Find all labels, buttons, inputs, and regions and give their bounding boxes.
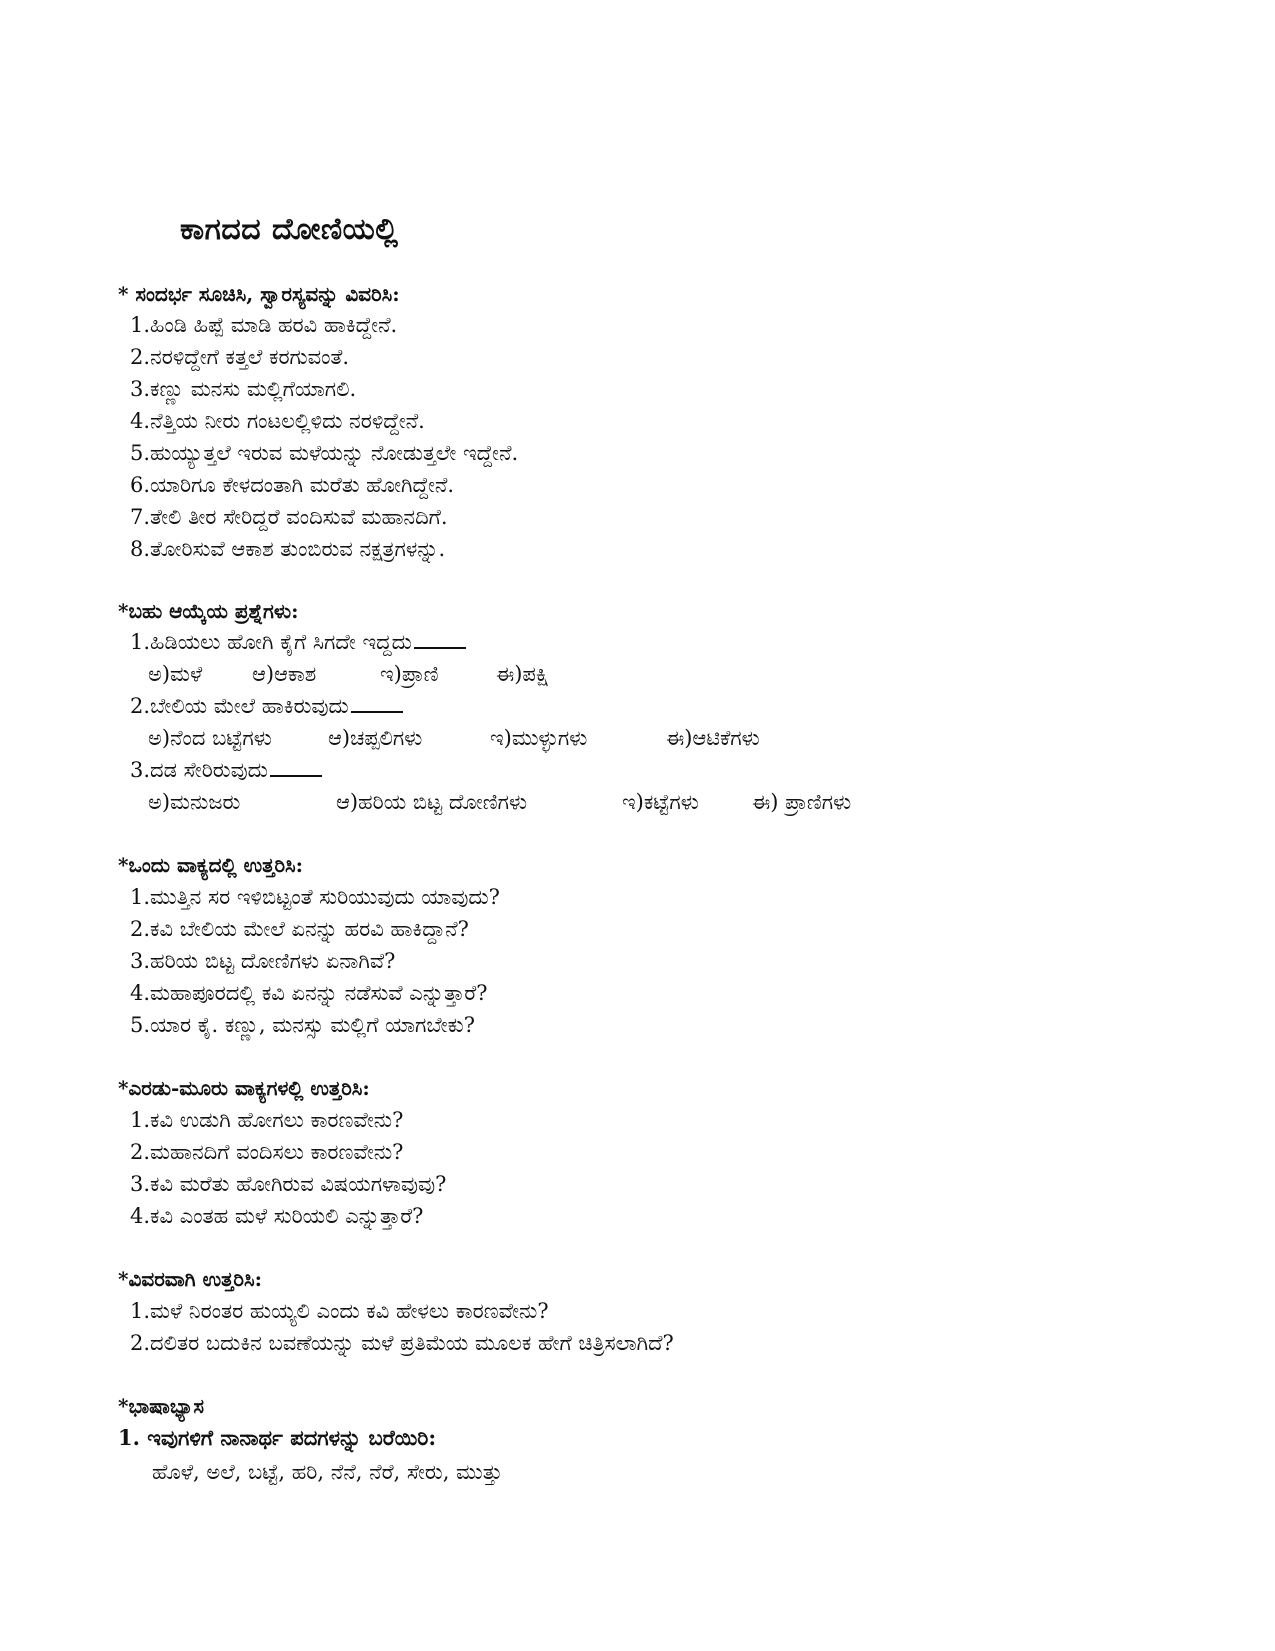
mcq-option: ಆ)ಆಕಾಶ: [252, 662, 317, 686]
mcq-option: ಅ)ಮಳೆ: [148, 662, 203, 686]
mcq-question: [130, 756, 322, 784]
list-item: 4.ನೆತ್ತಿಯ ನೀರು ಗಂಟಲಲ್ಲಿಳಿದು ನರಳಿದ್ದೇನೆ.: [130, 409, 425, 433]
list-item: 2.ಮಹಾನದಿಗೆ ವಂದಿಸಲು ಕಾರಣವೇನು?: [130, 1140, 404, 1164]
list-item: 8.ತೋರಿಸುವೆ ಆಕಾಶ ತುಂಬಿರುವ ನಕ್ಷತ್ರಗಳನ್ನು.: [130, 537, 446, 561]
mcq-option: ಈ)ಪಕ್ಷಿ: [496, 662, 549, 686]
list-item: 1.ಮಳೆ ನಿರಂತರ ಹುಯ್ಯಲಿ ಎಂದು ಕವಿ ಹೇಳಲು ಕಾರಣವೇನು?: [130, 1299, 549, 1323]
mcq-option: ಆ)ಚಪ್ಪಲಿಗಳು: [328, 726, 423, 750]
mcq-question: [130, 692, 403, 720]
mcq-option: ಇ)ಪ್ರಾಣಿ: [380, 662, 439, 686]
list-item: 3.ಹರಿಯ ಬಿಟ್ಟ ದೋಣಿಗಳು ಏನಾಗಿವೆ?: [130, 949, 396, 973]
mcq-option: ಅ)ನೆಂದ ಬಟ್ಟೆಗಳು: [148, 726, 272, 750]
list-item: 5.ಯಾರ ಕೈ. ಕಣ್ಣು, ಮನಸ್ಸು ಮಲ್ಲಿಗೆ ಯಾಗಬೇಕು?: [130, 1013, 475, 1037]
list-item: 5.ಹುಯ್ಯುತ್ತಲೆ ಇರುವ ಮಳೆಯನ್ನು ನೋಡುತ್ತಲೇ ಇದ್ದೇನೆ.: [130, 441, 519, 465]
mcq-option: ಈ)ಆಟಿಕೆಗಳು: [666, 726, 760, 750]
list-item: 3.ಕಣ್ಣು ಮನಸು ಮಲ್ಲಿಗೆಯಾಗಲಿ.: [130, 377, 357, 401]
page-title: ಕಾಗದದ ದೋಣಿಯಲ್ಲಿ: [180, 212, 399, 247]
section-heading-context: * ಸಂದರ್ಭ ಸೂಚಿಸಿ, ಸ್ವಾರಸ್ಯವನ್ನು ವಿವರಿಸಿ:: [118, 282, 400, 306]
mcq-option: ಈ) ಪ್ರಾಣಿಗಳು: [752, 790, 852, 814]
mcq-question: [130, 628, 466, 656]
list-item: 3.ಕವಿ ಮರೆತು ಹೋಗಿರುವ ವಿಷಯಗಳಾವುವು?: [130, 1172, 447, 1196]
list-item: 1.ಮುತ್ತಿನ ಸರ ಇಳಿಬಿಟ್ಟಂತೆ ಸುರಿಯುವುದು ಯಾವುದು?: [130, 885, 500, 909]
mcq-option: ಆ)ಹರಿಯ ಬಿಟ್ಟ ದೋಣಿಗಳು: [336, 790, 528, 814]
list-item: 2.ನರಳಿದ್ದೇಗೆ ಕತ್ತಲೆ ಕರಗುವಂತೆ.: [130, 345, 350, 369]
section-heading-two-three-sentences: *ಎರಡು-ಮೂರು ವಾಕ್ಯಗಳಲ್ಲಿ ಉತ್ತರಿಸಿ:: [118, 1076, 370, 1100]
list-item: 2.ದಲಿತರ ಬದುಕಿನ ಬವಣೆಯನ್ನು ಮಳೆ ಪ್ರತಿಮೆಯ ಮೂಲಕ ಹೇಗೆ ಚಿತ್ರಿಸಲಾಗಿದೆ?: [130, 1331, 674, 1355]
mcq-question-text: 2.ಬೇಲಿಯ ಮೇಲೆ ಹಾಕಿರುವುದು: [130, 694, 349, 718]
list-item: 1.ಕವಿ ಉಡುಗಿ ಹೋಗಲು ಕಾರಣವೇನು?: [130, 1108, 404, 1132]
answer-blank: [414, 629, 466, 649]
answer-blank: [270, 757, 322, 777]
list-item: 7.ತೇಲಿ ತೀರ ಸೇರಿದ್ದರೆ ವಂದಿಸುವೆ ಮಹಾನದಿಗೆ.: [130, 505, 448, 529]
mcq-question-text: 1.ಹಿಡಿಯಲು ಹೋಗಿ ಕೈಗೆ ಸಿಗದೇ ಇದ್ದದು: [130, 630, 412, 654]
exercise-instruction: 1. ಇವುಗಳಿಗೆ ನಾನಾರ್ಥ ಪದಗಳನ್ನು ಬರೆಯಿರಿ:: [118, 1425, 437, 1450]
mcq-option: ಇ)ಕಟ್ಟೆಗಳು: [622, 790, 699, 814]
mcq-option: ಅ)ಮನುಜರು: [148, 790, 241, 814]
mcq-question-text: 3.ದಡ ಸೇರಿರುವುದು: [130, 758, 268, 782]
section-heading-mcq: *ಬಹು ಆಯ್ಕೆಯ ಪ್ರಶ್ನೆಗಳು:: [118, 599, 299, 623]
section-heading-detailed: *ವಿವರವಾಗಿ ಉತ್ತರಿಸಿ:: [118, 1267, 262, 1291]
list-item: 4.ಮಹಾಪೂರದಲ್ಲಿ ಕವಿ ಏನನ್ನು ನಡೆಸುವೆ ಎನ್ನುತ್ತಾರೆ?: [130, 981, 488, 1005]
mcq-option: ಇ)ಮುಳ್ಳುಗಳು: [490, 726, 588, 750]
list-item: 2.ಕವಿ ಬೇಲಿಯ ಮೇಲೆ ಏನನ್ನು ಹರವಿ ಹಾಕಿದ್ದಾನೆ?: [130, 917, 469, 941]
list-item: 1.ಹಿಂಡಿ ಹಿಪ್ಪೆ ಮಾಡಿ ಹರವಿ ಹಾಕಿದ್ದೇನೆ.: [130, 313, 398, 337]
list-item: 6.ಯಾರಿಗೂ ಕೇಳದಂತಾಗಿ ಮರೆತು ಹೋಗಿದ್ದೇನೆ.: [130, 473, 455, 497]
list-item: 4.ಕವಿ ಎಂತಹ ಮಳೆ ಸುರಿಯಲಿ ಎನ್ನುತ್ತಾರೆ?: [130, 1204, 424, 1228]
section-heading-language-practice: *ಭಾಷಾಭ್ಯಾಸ: [118, 1394, 204, 1418]
word-list: ಹೊಳೆ, ಅಲೆ, ಬಟ್ಟೆ, ಹರಿ, ನೆನೆ, ನೆರೆ, ಸೇರು, ಮುತ್ತು: [152, 1460, 503, 1484]
answer-blank: [351, 693, 403, 713]
section-heading-one-sentence: *ಒಂದು ವಾಕ್ಯದಲ್ಲಿ ಉತ್ತರಿಸಿ:: [118, 853, 304, 877]
